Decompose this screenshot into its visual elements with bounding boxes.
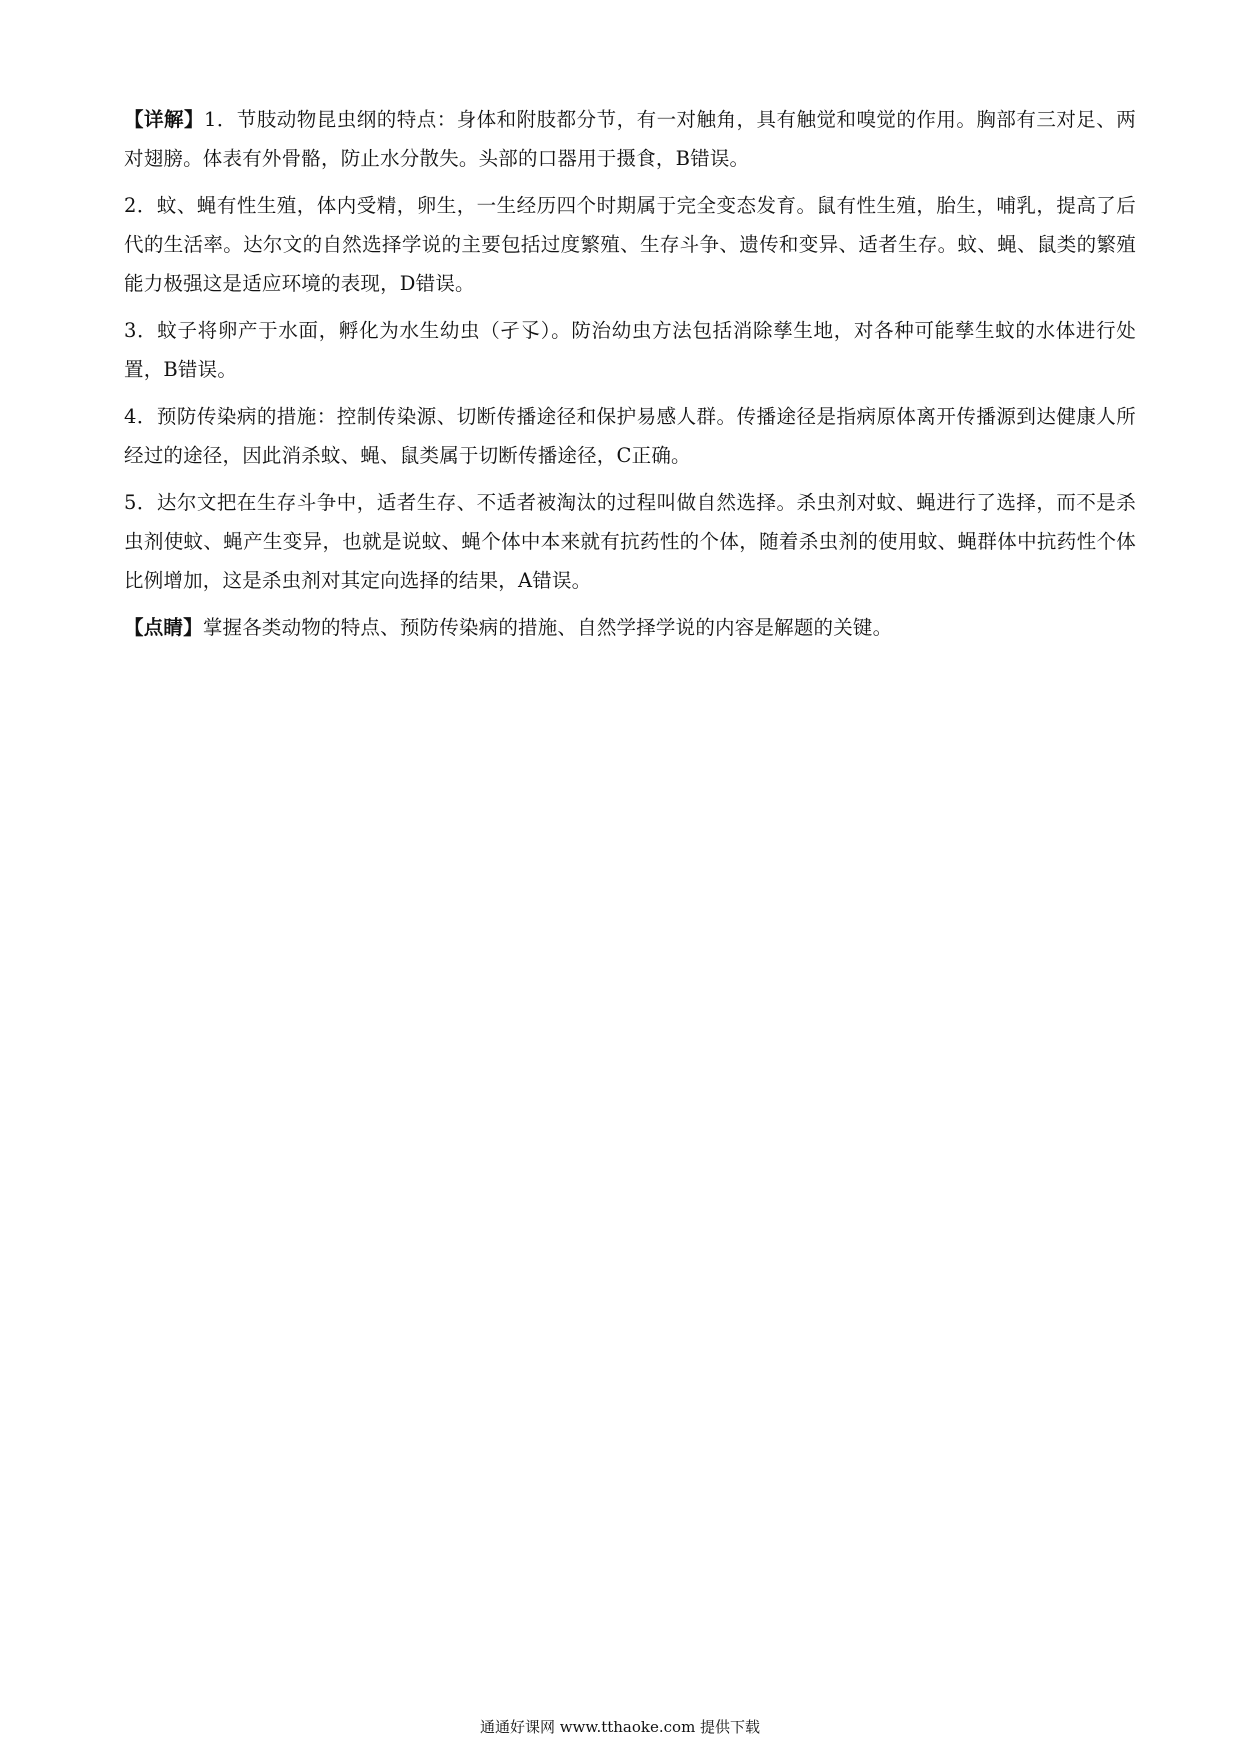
paragraph-text: 5．达尔文把在生存斗争中，适者生存、不适者被淘汰的过程叫做自然选择。杀虫剂对蚊、蝇进行了选择，而不是杀虫剂使蚊、蝇产生变异，也就是说蚊、蝇个体中本来就有抗药性的个体，随着杀虫剂的使用蚊、蝇群体中抗药性个体比例增加，这是杀虫剂对其定向选择的结果，A错误。 <box>124 491 1136 592</box>
section-label-detail: 【详解】 <box>124 108 204 131</box>
paragraph-detail-5 <box>124 483 1136 600</box>
paragraph-detail-2 <box>124 186 1136 303</box>
paragraph-text: 3．蚊子将卵产于水面，孵化为水生幼虫（孑孓）。防治幼虫方法包括消除孳生地，对各种可能孳生蚊的水体进行处置，B错误。 <box>124 319 1136 381</box>
paragraph-text: 4．预防传染病的措施：控制传染源、切断传播途径和保护易感人群。传播途径是指病原体离开传播源到达健康人所经过的途径，因此消杀蚊、蝇、鼠类属于切断传播途径，C正确。 <box>124 405 1136 467</box>
section-label-key-point: 【点睛】 <box>124 616 203 639</box>
paragraph-text: 1．节肢动物昆虫纲的特点：身体和附肢都分节，有一对触角，具有触觉和嗅觉的作用。胸部有三对足、两对翅膀。体表有外骨骼，防止水分散失。头部的口器用于摄食，B错误。 <box>124 108 1136 170</box>
paragraph-detail-3 <box>124 311 1136 389</box>
paragraph-detail-1 <box>124 100 1136 178</box>
paragraph-key-point <box>124 608 1136 647</box>
paragraph-detail-4 <box>124 397 1136 475</box>
document-body <box>124 100 1136 655</box>
paragraph-text: 2．蚊、蝇有性生殖，体内受精，卵生，一生经历四个时期属于完全变态发育。鼠有性生殖，胎生，哺乳，提高了后代的生活率。达尔文的自然选择学说的主要包括过度繁殖、生存斗争、遗传和变异、适者生存。蚊、蝇、鼠类的繁殖能力极强这是适应环境的表现，D错误。 <box>124 194 1136 295</box>
page-footer: 通通好课网 www.tthaoke.com 提供下载 <box>479 1718 761 1736</box>
paragraph-text: 掌握各类动物的特点、预防传染病的措施、自然学择学说的内容是解题的关键。 <box>202 616 893 639</box>
